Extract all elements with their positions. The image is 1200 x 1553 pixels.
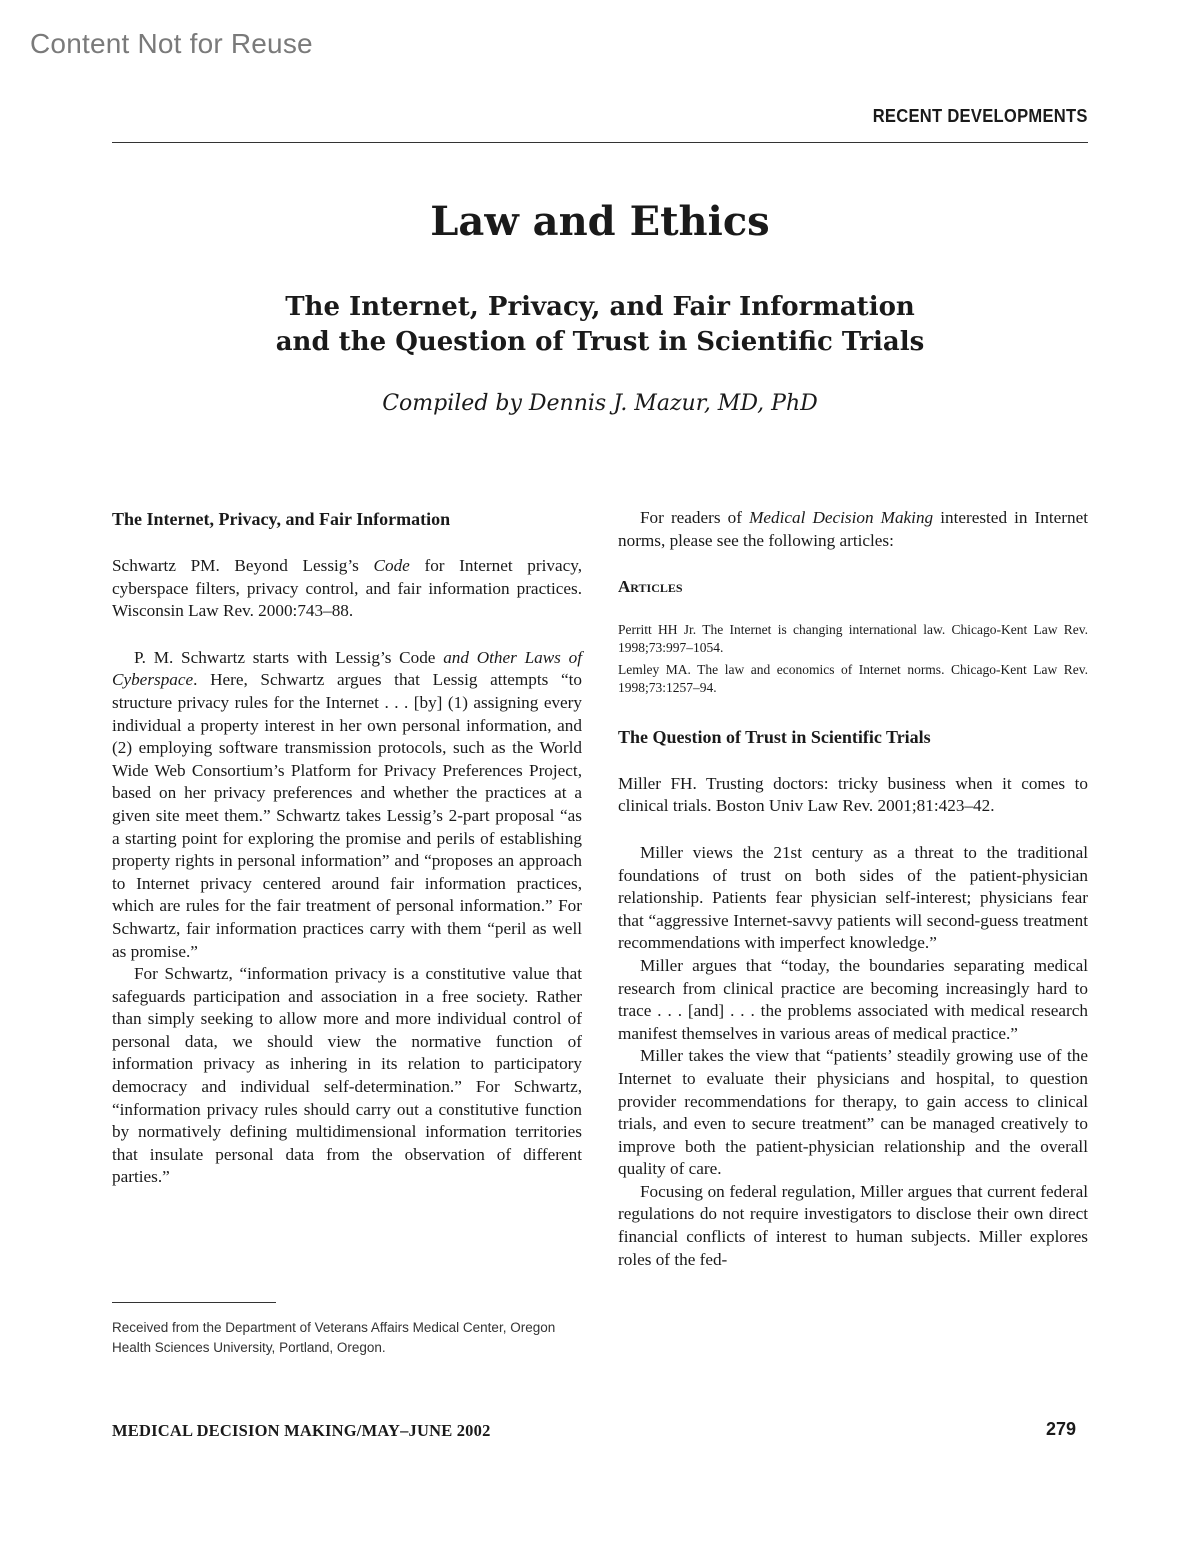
- paragraph: Miller argues that “today, the boundaries separating medical research from clinical practice are becoming increasingly hard to trace . . . [and] . . . the problems associated with medical research manifest themselves in various areas of medical practice.”: [618, 955, 1088, 1043]
- subtitle-line-2: and the Question of Trust in Scientific Trials: [275, 327, 925, 357]
- page-number: 279: [1045, 1419, 1076, 1439]
- paragraph: Focusing on federal regulation, Miller argues that current federal regulations do not require investigators to disclose their own direct financial conflicts of interest to human subjects. Miller explores roles of the fed-: [618, 1181, 1088, 1269]
- articles-heading: Articles: [618, 577, 683, 597]
- section-label: RECENT DEVELOPMENTS: [872, 106, 1088, 126]
- left-column: [112, 507, 582, 1189]
- article-reference: Lemley MA. The law and economics of Internet norms. Chicago-Kent Law Rev. 1998;73:1257–94.: [618, 661, 1088, 695]
- paragraph: Miller views the 21st century as a threat to the traditional foundations of trust on both sides of the patient-physician relationship. Patients fear physician self-interest; physicians fear that “aggressive Internet-savvy patients will second-guess treatment recommendations with imperfect knowledge.”: [618, 842, 1088, 953]
- watermark: Content Not for Reuse: [30, 28, 313, 59]
- paragraph: For Schwartz, “information privacy is a constitutive value that safeguards participation and association in a free society. Rather than simply seeking to allow more and more individual control of personal data, we should view the normative function of information privacy as inhering in its relation to participatory democracy and individual self-determination.” For Schwartz, “information privacy rules should carry out a constitutive function by normatively defining multidimensional information territories that insulate personal data from the observation of different parties.”: [112, 964, 582, 1187]
- page-title: Law and Ethics: [430, 198, 770, 245]
- footnote: Received from the Department of Veterans Affairs Medical Center, Oregon Health Sciences University, Portland, Oregon.: [112, 1320, 556, 1355]
- section-heading-privacy: The Internet, Privacy, and Fair Information: [112, 509, 451, 529]
- header-rule: [112, 142, 1088, 143]
- article-reference: Perritt HH Jr. The Internet is changing international law. Chicago-Kent Law Rev. 1998;73:997–1054.: [618, 621, 1088, 655]
- paragraph: P. M. Schwartz starts with Lessig’s Code and Other Laws of Cyberspace. Here, Schwartz argues that Lessig attempts “to structure privacy rules for the Internet . . . [by] (1) assigning every individual a property interest in her own personal information, and (2) employing software transmission protocols, such as the World Wide Web Consortium’s Platform for Privacy Preferences Project, based on her privacy preferences and whether the practices at a given site meet them.” Schwartz takes Lessig’s 2-part proposal “as a starting point for exploring the promise and perils of establishing property rights in personal information” and “proposes an approach to Internet privacy centered around fair information practices, which are rules for the fair treatment of personal information.” For Schwartz, fair information practices carry with them “peril as well as promise.”: [112, 647, 582, 961]
- intro-paragraph: For readers of Medical Decision Making interested in Internet norms, please see the following articles:: [618, 508, 1089, 550]
- right-column: [618, 507, 1088, 1271]
- citation-miller: Miller FH. Trusting doctors: tricky business when it comes to clinical trials. Boston Univ Law Rev. 2001;81:423–42.: [618, 773, 1088, 816]
- citation-schwartz: Schwartz PM. Beyond Lessig’s Code for Internet privacy, cyberspace filters, privacy control, and fair information practices. Wisconsin Law Rev. 2000:743–88.: [112, 556, 582, 621]
- footer-journal: MEDICAL DECISION MAKING/MAY–JUNE 2002: [112, 1421, 491, 1440]
- paragraph: Miller takes the view that “patients’ steadily growing use of the Internet to evaluate their physicians and hospital, to question provider recommendations for therapy, to gain access to clinical trials, and even to secure treatment” can be managed creatively to improve both the patient-physician relationship and the overall quality of care.: [618, 1046, 1088, 1179]
- section-heading-trust: The Question of Trust in Scientific Trials: [618, 726, 931, 747]
- article-subtitle: [0, 290, 1200, 360]
- footnote-rule: [112, 1302, 276, 1303]
- byline: Compiled by Dennis J. Mazur, MD, PhD: [382, 391, 818, 416]
- subtitle-line-1: The Internet, Privacy, and Fair Information: [285, 292, 915, 322]
